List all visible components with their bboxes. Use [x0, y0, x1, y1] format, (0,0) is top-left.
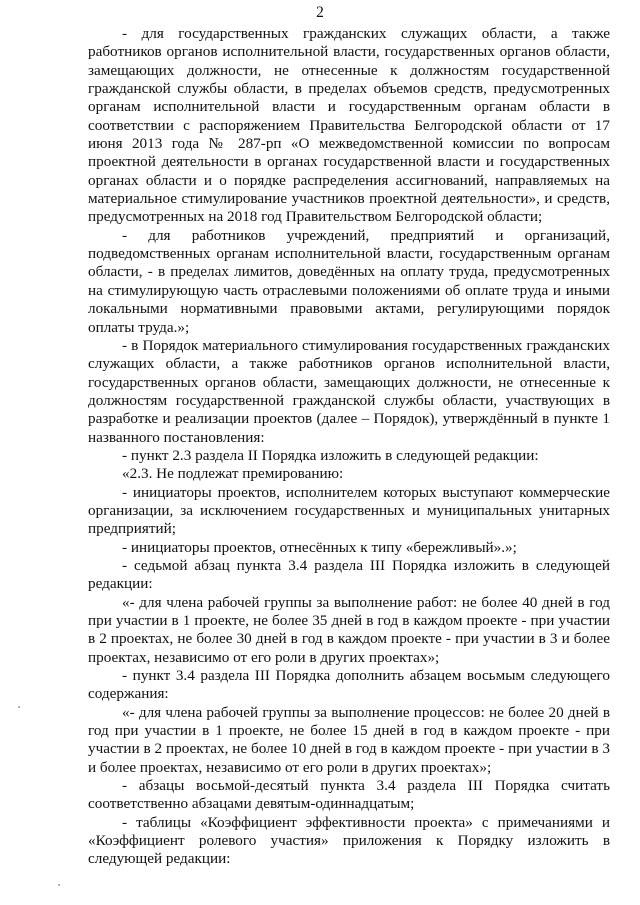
paragraph-funding-subordinate-staff: - для работников учреждений, предприятий и организаций, подведомственных органам исполнительной власти, государственным органам области, - в пределах лимитов, доведённых на оплату труда, предусмотренных на стимулирующую часть отраслевыми положениями об оплате труда и иными локальными нормативными правовыми актами, регулирующими порядок оплаты труда.»; [88, 226, 610, 336]
paragraph-funding-civil-servants: - для государственных гражданских служащих области, а также работников органов исполнительной власти, государственных органов области, замещающих должности, не отнесенные к должностям государственной гражданской службы области, в пределах объемов средств, предусмотренных органам исполнительной власти и государственным органам области в соответствии с распоряжением Правительства Белгородской области от 17 июня 2013 года № 287-рп «О межведомственной комиссии по вопросам проектной деятельности в органах государственной власти и государственных органах области и о порядке распределения ассигнований, направляемых на материальное стимулирование участников проектной деятельности», и средств, предусмотренных на 2018 год Правительством Белгородской области; [88, 25, 610, 226]
paragraph-not-rewarded-lean: - инициаторы проектов, отнесённых к типу «бережливый».»; [122, 538, 517, 556]
document-body [88, 25, 610, 869]
paragraph-work-days-limit: «- для члена рабочей группы за выполнение работ: не более 40 дней в год при участии в 1 проекте, не более 35 дней в год в каждом проекте - при участии в 2 проектах, не более 30 дней в год в каждом проекте - при участии в 3 и более проектах, независимо от его роли в других проектах»; [88, 593, 610, 666]
paragraph-renumbering: - абзацы восьмой-десятый пункта 3.4 раздела III Порядка считать соответственно абзацами девятым-одиннадцатым; [88, 777, 610, 813]
paragraph-clause-2-3: - пункт 2.3 раздела II Порядка изложить в следующей редакции: [122, 446, 539, 464]
paragraph-not-rewarded-heading: «2.3. Не подлежат премированию: [122, 465, 344, 483]
paragraph-process-days-limit: «- для члена рабочей группы за выполнение процессов: не более 20 дней в год при участии в 1 проекте, не более 15 дней в год в каждом проекте - при участии в 2 проектах, не более 10 дней в год в каждом проекте - при участии в 3 и более проектах, независимо от его роли в других проектах»; [88, 703, 610, 776]
scan-speck [58, 884, 60, 886]
page-number: 2 [316, 4, 324, 21]
scan-speck [18, 706, 20, 708]
paragraph-incentive-procedure: - в Порядок материального стимулирования государственных гражданских служащих области, а также работников органов исполнительной власти, государственных органов области, замещающих должности, не отнесенные к должностям государственной гражданской службы области, участвующих в разработке и реализации проектов (далее – Порядок), утверждённый в пункте 1 названного постановления: [88, 336, 610, 446]
paragraph-tables-revision: - таблицы «Коэффициент эффективности проекта» с примечаниями и «Коэффициент ролевого участия» приложения к Порядку изложить в следующей редакции: [88, 813, 610, 868]
paragraph-clause-3-4-seventh: - седьмой абзац пункта 3.4 раздела III Порядка изложить в следующей редакции: [88, 556, 610, 593]
paragraph-not-rewarded-commercial: - инициаторы проектов, исполнителем которых выступают коммерческие организации, за исключением государственных и муниципальных унитарных предприятий; [88, 483, 610, 538]
paragraph-clause-3-4-eighth: - пункт 3.4 раздела III Порядка дополнить абзацем восьмым следующего содержания: [88, 667, 610, 703]
